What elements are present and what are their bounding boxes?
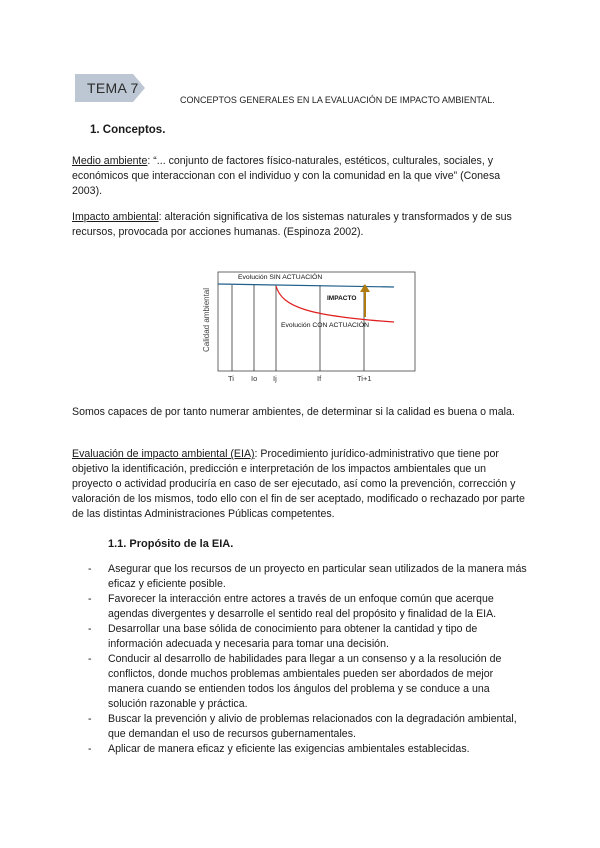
annotation-impacto: IMPACTO: [327, 295, 357, 302]
list-item: - Favorecer la interacción entre actores a través de un enfoque común que acerque agendas divergentes y desarrolle el sentido real del propósito y finalidad de la EIA.: [88, 592, 528, 622]
impact-arrow-head: [360, 284, 370, 292]
paragraph-medio-ambiente: [72, 154, 528, 199]
x-tick-ij: Ij: [273, 374, 277, 383]
section-heading-conceptos: 1. Conceptos.: [90, 124, 166, 136]
x-tick-ti: Ti: [228, 374, 234, 383]
x-tick-io: Io: [251, 374, 258, 383]
list-item: - Desarrollar una base sólida de conocimiento para obtener la cantidad y tipo de información adecuada y necesaria para tomar una decisión.: [88, 622, 528, 652]
x-tick-if: If: [317, 374, 322, 383]
list-item: - Asegurar que los recursos de un proyecto en particular sean utilizados de la manera más eficaz y eficiente posible.: [88, 562, 528, 592]
series-line-con-actuacion: [276, 286, 394, 322]
purpose-list: [88, 562, 528, 757]
definition-medio-ambiente: : “... conjunto de factores físico-naturales, estéticos, culturales, sociales, y económicos que interaccionan con el individuo y con la comunidad en la que vive” (Conesa 2003).: [72, 155, 501, 197]
series-label-sin-actuacion: Evolución SIN ACTUACIÓN: [238, 274, 323, 281]
section-heading-proposito: 1.1. Propósito de la EIA.: [108, 538, 234, 550]
definition-impacto-ambiental: : alteración significativa de los sistemas naturales y transformados y de sus recursos, provocada por acciones humanas. (Espinoza 2002).: [72, 211, 512, 238]
y-axis-label: Calidad ambiental: [202, 287, 211, 352]
definition-eia: : Procedimiento jurídico-administrativo que tiene por objetivo la identificación, predicción e interpretación de los impactos ambientales que un proyecto o actividad produciría en caso de ser ejecutado, así como la prevención, corrección y valoración de los mismos, todo ello con el fin de ser aceptado, modificado o rechazado por parte de las distintas Administraciones Públicas competentes.: [72, 448, 525, 520]
list-item: - Buscar la prevención y alivio de problemas relacionados con la degradación ambiental, que demandan el uso de recursos gubernamentales.: [88, 712, 528, 742]
list-item: - Aplicar de manera eficaz y eficiente las exigencias ambientales establecidas.: [88, 742, 528, 757]
paragraph-numerar-ambientes: Somos capaces de por tanto numerar ambientes, de determinar si la calidad es buena o mala.: [72, 406, 515, 418]
term-eia: Evaluación de impacto ambiental (EIA): [72, 448, 255, 460]
impact-chart: [198, 271, 416, 389]
list-item: - Conducir al desarrollo de habilidades para llegar a un consenso y a la resolución de conflictos, donde muchos problemas ambientales pueden ser abordados de mejor manera cuando se entienden todos los ángulos del problema y se conduce a una solución razonable y práctica.: [88, 652, 528, 712]
x-tick-ti1: Ti+1: [357, 374, 372, 383]
page-title: CONCEPTOS GENERALES EN LA EVALUACIÓN DE IMPACTO AMBIENTAL.: [180, 95, 495, 105]
term-medio-ambiente: Medio ambiente: [72, 155, 148, 167]
series-label-con-actuacion: Evolución CON ACTUACIÓN: [281, 322, 370, 329]
paragraph-eia: [72, 447, 528, 522]
tema-label: TEMA 7: [87, 80, 139, 96]
paragraph-impacto-ambiental: [72, 210, 528, 240]
series-line-sin-actuacion: [218, 284, 394, 287]
term-impacto-ambiental: Impacto ambiental: [72, 211, 159, 223]
